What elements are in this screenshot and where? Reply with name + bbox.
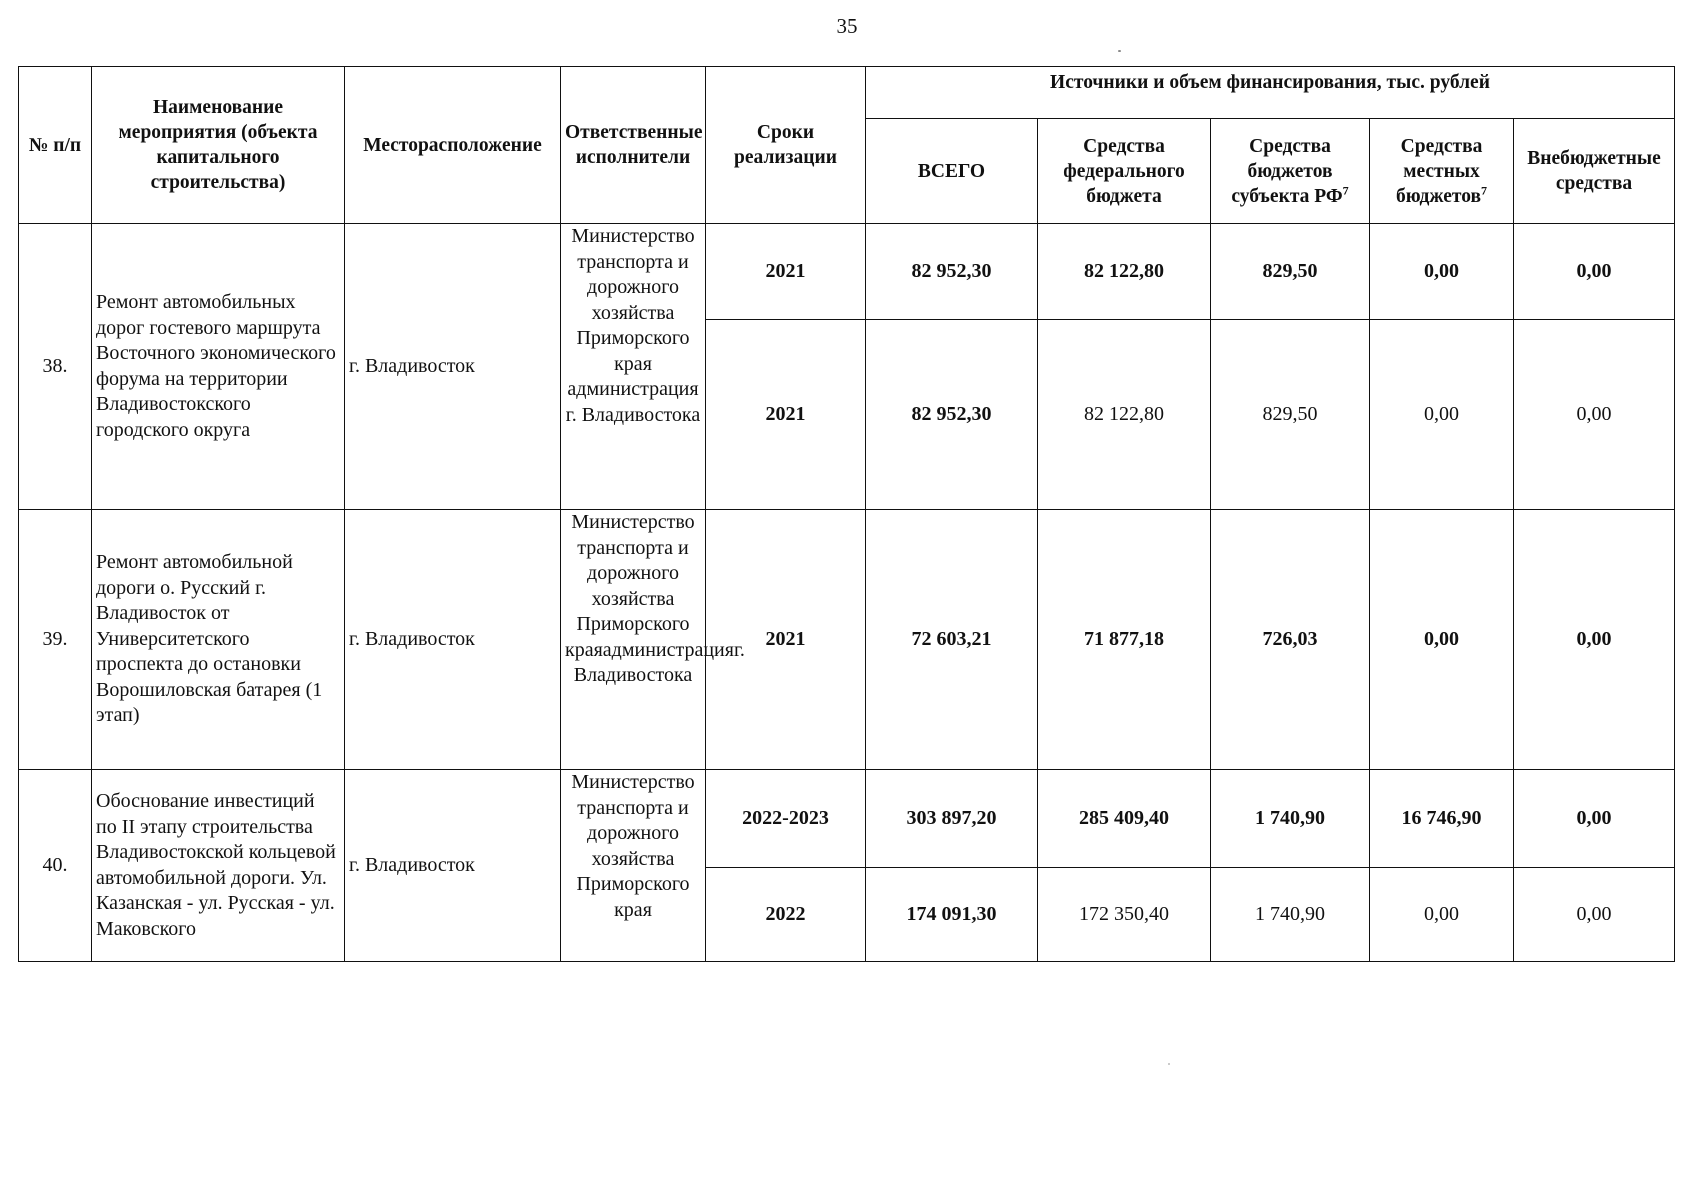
- scan-speck: [1168, 1063, 1170, 1065]
- header-terms: Сроки реализации: [706, 67, 866, 224]
- row-federal: 172 350,40: [1038, 868, 1211, 962]
- row-year: 2022: [706, 868, 866, 962]
- header-subject-label: Средства бюджетов субъекта РФ: [1231, 135, 1343, 207]
- header-executors: Ответственные исполнители: [561, 67, 706, 224]
- footnote-mark: 7: [1481, 183, 1488, 197]
- row-number: 40.: [19, 770, 92, 962]
- row-extra: 0,00: [1514, 224, 1675, 320]
- row-executors: Министерство транспорта и дорожного хозяйства Приморского края: [561, 770, 706, 962]
- row-total: 82 952,30: [866, 320, 1038, 510]
- row-location: г. Владивосток: [345, 510, 561, 770]
- row-federal: 285 409,40: [1038, 770, 1211, 868]
- row-local: 0,00: [1370, 224, 1514, 320]
- row-subject: 1 740,90: [1211, 770, 1370, 868]
- header-subject: [1211, 119, 1370, 224]
- row-year: 2022-2023: [706, 770, 866, 868]
- row-total: 174 091,30: [866, 868, 1038, 962]
- row-total: 303 897,20: [866, 770, 1038, 868]
- row-federal: 82 122,80: [1038, 320, 1211, 510]
- header-sources: Источники и объем финансирования, тыс. рублей: [866, 67, 1675, 119]
- row-local: 0,00: [1370, 868, 1514, 962]
- table-row: [19, 224, 1675, 320]
- row-year: 2021: [706, 320, 866, 510]
- row-name: Ремонт автомобильной дороги о. Русский г. Владивосток от Университетского проспекта до остановки Ворошиловская батарея (1 этап): [92, 510, 345, 770]
- header-total: ВСЕГО: [866, 119, 1038, 224]
- row-name: Обоснование инвестиций по II этапу строительства Владивостокской кольцевой автомобильной дороги. Ул. Казанская - ул. Русская - ул. Маковского: [92, 770, 345, 962]
- header-local-label: Средства местных бюджетов: [1395, 135, 1483, 207]
- row-name: Ремонт автомобильных дорог гостевого маршрута Восточного экономического форума на территории Владивостокского городского округа: [92, 224, 345, 510]
- row-extra: 0,00: [1514, 770, 1675, 868]
- row-extra: 0,00: [1514, 320, 1675, 510]
- row-extra: 0,00: [1514, 868, 1675, 962]
- header-num: № п/п: [19, 67, 92, 224]
- financing-table: [18, 66, 1675, 962]
- header-federal: Средства федерального бюджета: [1038, 119, 1211, 224]
- row-total: 82 952,30: [866, 224, 1038, 320]
- row-location: г. Владивосток: [345, 224, 561, 510]
- row-number: 38.: [19, 224, 92, 510]
- row-extra: 0,00: [1514, 510, 1675, 770]
- header-extra: Внебюджетные средства: [1514, 119, 1675, 224]
- row-executors: Министерство транспорта и дорожного хозяйства Приморского края администрация г. Владивостока: [561, 224, 706, 510]
- row-federal: 71 877,18: [1038, 510, 1211, 770]
- page-number: 35: [836, 14, 858, 38]
- row-subject: 829,50: [1211, 320, 1370, 510]
- row-number: 39.: [19, 510, 92, 770]
- row-local: 0,00: [1370, 320, 1514, 510]
- row-executors: Министерство транспорта и дорожного хозяйства Приморского краяадминистрацияг. Владивостока: [561, 510, 706, 770]
- row-subject: 829,50: [1211, 224, 1370, 320]
- header-location: Месторасположение: [345, 67, 561, 224]
- header-local: [1370, 119, 1514, 224]
- table-row: [19, 770, 1675, 868]
- row-year: 2021: [706, 510, 866, 770]
- row-location: г. Владивосток: [345, 770, 561, 962]
- row-local: 0,00: [1370, 510, 1514, 770]
- scan-speck: [1118, 50, 1121, 52]
- row-subject: 726,03: [1211, 510, 1370, 770]
- row-federal: 82 122,80: [1038, 224, 1211, 320]
- row-total: 72 603,21: [866, 510, 1038, 770]
- footnote-mark: 7: [1342, 183, 1349, 197]
- row-subject: 1 740,90: [1211, 868, 1370, 962]
- header-name: Наименование мероприятия (объекта капитального строительства): [92, 67, 345, 224]
- table-row: [19, 510, 1675, 770]
- row-year: 2021: [706, 224, 866, 320]
- row-local: 16 746,90: [1370, 770, 1514, 868]
